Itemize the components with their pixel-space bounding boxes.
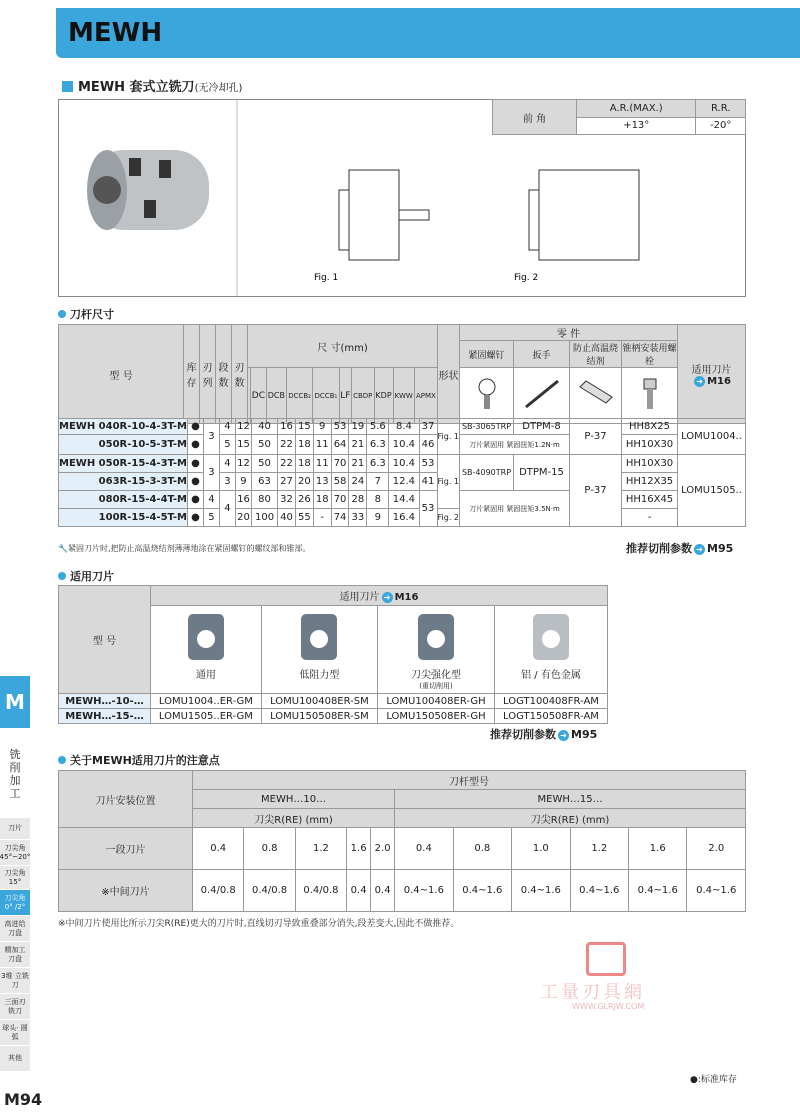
side-category: 铣削加工 [9,748,21,800]
arrow-right-icon: ➜ [694,544,705,555]
holder-note: 🔧紧固刀片时,把防止高温烧结剂薄薄地涂在紧固螺钉的螺纹部和锥部。 [58,544,311,553]
page-number: M94 [4,1090,43,1109]
cut-params-ref[interactable]: 推荐切削参数 ➜ M95 [626,542,734,555]
bolt-icon [622,368,678,424]
wrench-small-icon: 🔧 [58,544,68,553]
arrow-right-icon: ➜ [558,730,569,741]
notes-footnote: ※中间刀片使用比所示刀尖R(RE)更大的刀片时,直线切刃导致重叠部分消失,段差变大,因此不做推荐。 [58,919,460,929]
insert-sm-icon [301,614,337,660]
side-item-side-mill[interactable]: 三面刃 铣刀 [0,994,30,1020]
arrow-right-icon: ➜ [694,376,705,387]
side-item-inserts[interactable]: 刀片 [0,818,30,840]
screw-icon [460,368,514,424]
notes-table: 刀片安装位置 刀杆型号 MEWH…10… MEWH…15… 刀尖R(RE) (mm) 刀尖R(RE) (mm) 一段刀片 0.4 0.8 1.2 1.6 2.0 0.4 0.8 1.0 1.2 1.6 2.0 ※中间刀片 0.4/0.8 0.4/0.8 0.4/0.8 0.4 0.4 0.4~1.6 0.4~1.6 0.4~1.6 0.4~1.6 0.4~1.6 0.4~1.6 [58,770,746,912]
side-item-0[interactable]: 刀尖角 0° /2° [0,890,30,916]
angle-table: 前 角 A.R.(MAX.) R.R. +13° -20° [492,99,746,135]
insert-gm-icon [188,614,224,660]
table-row: 050R-10-5-3T-M ● 5 15 50 22 18 11 64 21 6.3 10.4 46 刀片紧固用 紧固扭矩1.2N·m HH10X30 [59,435,746,455]
fig1-label: Fig. 1 [314,273,339,283]
section-title: MEWH 套式立铣刀(无冷却孔) [62,76,242,95]
tool-photo [87,150,209,230]
side-item-finishing[interactable]: 精加工 刀盘 [0,942,30,968]
page-title: MEWH [68,18,163,48]
holder-title: 刀杆尺寸 [58,306,114,322]
table-row: MEWH…-15-… LOMU1505..ER-GM LOMU150508ER-SM LOMU150508ER-GH LOGT150508FR-AM [59,709,608,724]
inserts-title: 适用刀片 [58,568,114,584]
square-icon [62,81,73,92]
table-row: MEWH…-10-… LOMU1004..ER-GM LOMU100408ER-SM LOMU100408ER-GH LOGT100408FR-AM [59,694,608,709]
watermark-brand: 工量刃具網 [540,982,645,1003]
side-item-45[interactable]: 刀尖角 45°~20° [0,840,30,866]
watermark-url: WWW.GLRJW.COM [572,1002,645,1011]
table-row: ※中间刀片 0.4/0.8 0.4/0.8 0.4/0.8 0.4 0.4 0.4~1.6 0.4~1.6 0.4~1.6 0.4~1.6 0.4~1.6 0.4~1.6 [59,870,746,912]
table-row: 080R-15-4-4T-M ● 4 4 16 80 32 26 18 70 28 8 14.4 53 刀片紧固用 紧固扭矩3.5N·m HH16X45 [59,491,746,509]
insert-gh-icon [418,614,454,660]
fig2-label: Fig. 2 [514,273,539,283]
side-item-high-feed[interactable]: 高进给 刀盘 [0,916,30,942]
holder-rows [58,418,746,527]
inserts-table: 型 号 适用刀片 ➜ M16 通用 低阻力型 刀尖强化型 (重切削用) 铝 / 有色金属 MEWH…-10-… LOMU1004..ER-GM LOMU100408ER-SM LOMU100408ER-GH LOGT100408FR-AM MEWH…-15-… LOMU1505..ER-GM LOMU150508ER-SM LOMU150508ER-GH LOGT150508FR-AM [58,585,608,724]
side-item-ball[interactable]: 球头· 圆弧 [0,1020,30,1046]
side-item-3d[interactable]: 3维 立铣刀 [0,968,30,994]
arrow-right-icon: ➜ [382,592,393,603]
table-row: 100R-15-4-5T-M ● 5 20 100 40 55 - 74 33 9 16.4 Fig. 2 - [59,509,746,527]
table-row: 一段刀片 0.4 0.8 1.2 1.6 2.0 0.4 0.8 1.0 1.2 1.6 2.0 [59,828,746,870]
compound-tube-icon [570,368,622,424]
table-row: MEWH 050R-15-4-3T-M ● 3 4 12 50 22 18 11 70 21 6.3 10.4 53 Fig. 1 SB-4090TRP DTPM-15 P-37 HH10X30 LOMU1505.. [59,455,746,473]
holder-table: 型 号 库存 刃列 段数 刃数 尺 寸(mm) 形状 零 件 适用刀片 ➜ M16 紧固螺钉 扳手 防止高温烧结剂 锥柄安装用螺栓 DC DCB DCCB₂ DCCB₁ LF CBDP KDP KWW APMX [58,324,746,424]
wrench-icon [514,368,570,424]
watermark-logo [586,942,626,976]
stock-legend: ●:标准库存 [690,1075,737,1085]
table-row: MEWH 040R-10-4-3T-M ● 3 4 12 40 16 15 9 53 19 5.6 8.4 37 Fig. 1 SB-3065TRP DTPM-8 P-37 HH8X25 LOMU1004.. [59,419,746,435]
side-item-other[interactable]: 其他 [0,1046,30,1072]
notes-title: 关于MEWH适用刀片的注意点 [58,752,220,768]
fig2-drawing [529,170,639,260]
side-item-15[interactable]: 刀尖角 15° [0,866,30,890]
cut-params-ref-2[interactable]: 推荐切削参数 ➜ M95 [490,728,598,741]
side-tab-m[interactable]: M [0,676,30,728]
page-header [56,8,800,58]
insert-am-icon [533,614,569,660]
table-row: 063R-15-3-3T-M ● 3 9 63 27 20 13 58 24 7 12.4 41 HH12X35 [59,473,746,491]
fig1-drawing [339,170,429,260]
